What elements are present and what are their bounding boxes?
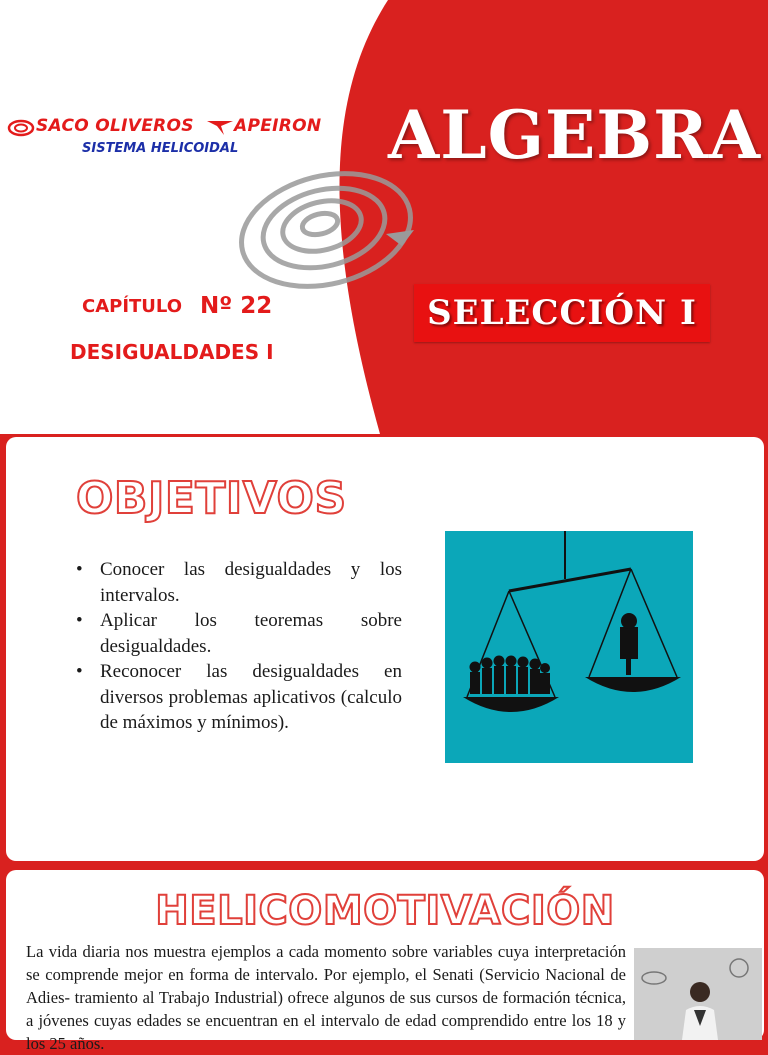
balance-scale-illustration <box>445 531 693 763</box>
bullet: • <box>76 559 83 580</box>
helicomotivacion-title: HELICOMOTIVACIÓN <box>155 888 615 934</box>
teacher-at-board-image <box>634 948 762 1040</box>
objetivos-title: OBJETIVOS <box>76 473 347 524</box>
subject-title: ALGEBRA <box>388 96 762 174</box>
chapter-topic: DESIGUALDADES I <box>70 340 274 364</box>
chapter-label: CAPÍTULO <box>82 296 183 317</box>
balance-scale-icon <box>445 531 693 763</box>
list-item <box>76 557 402 608</box>
objetivos-slide <box>6 437 764 861</box>
objetivos-list <box>76 557 402 736</box>
chapter-number: Nº 22 <box>200 293 273 319</box>
list-item <box>76 659 402 736</box>
helicomotivacion-paragraph: La vida diaria nos muestra ejemplos a cada momento sobre variables cuya interpretación se comprende mejor en forma de intervalo. Por ejemplo, el Senati (Servicio Nacional de Adies- tramiento al Trabajo Industrial) ofrece algunos de sus cursos de formación técnica, a jóvenes cuyas edades se encuentran en el intervalo de edad comprendido entre los 18 y los 25 años. <box>26 942 626 1053</box>
objective-text: Conocer las desigualdades y los intervalos. <box>100 559 402 606</box>
brand-subtitle: SISTEMA HELICOIDAL <box>82 141 239 156</box>
selection-label: SELECCIÓN I <box>427 293 697 333</box>
selection-banner <box>414 284 710 342</box>
cover-slide <box>0 0 768 434</box>
list-item <box>76 608 402 659</box>
objective-text: Aplicar los teoremas sobre desigualdades. <box>100 610 402 657</box>
bullet: • <box>76 661 83 682</box>
school-logo <box>8 116 338 166</box>
helicoidal-spiral-icon <box>236 160 432 292</box>
brand-secondary: APEIRON <box>234 116 322 136</box>
teacher-photo <box>634 948 762 1040</box>
apeiron-bird-icon <box>206 117 234 137</box>
objective-text: Reconocer las desigualdades en diversos problemas aplicativos (calculo de máximos y mínimos). <box>100 661 402 733</box>
helicomotivacion-slide <box>6 870 764 1053</box>
brand-primary: SACO OLIVEROS <box>36 116 194 136</box>
saco-oliveros-swirl-icon <box>8 118 34 138</box>
bullet: • <box>76 610 83 631</box>
